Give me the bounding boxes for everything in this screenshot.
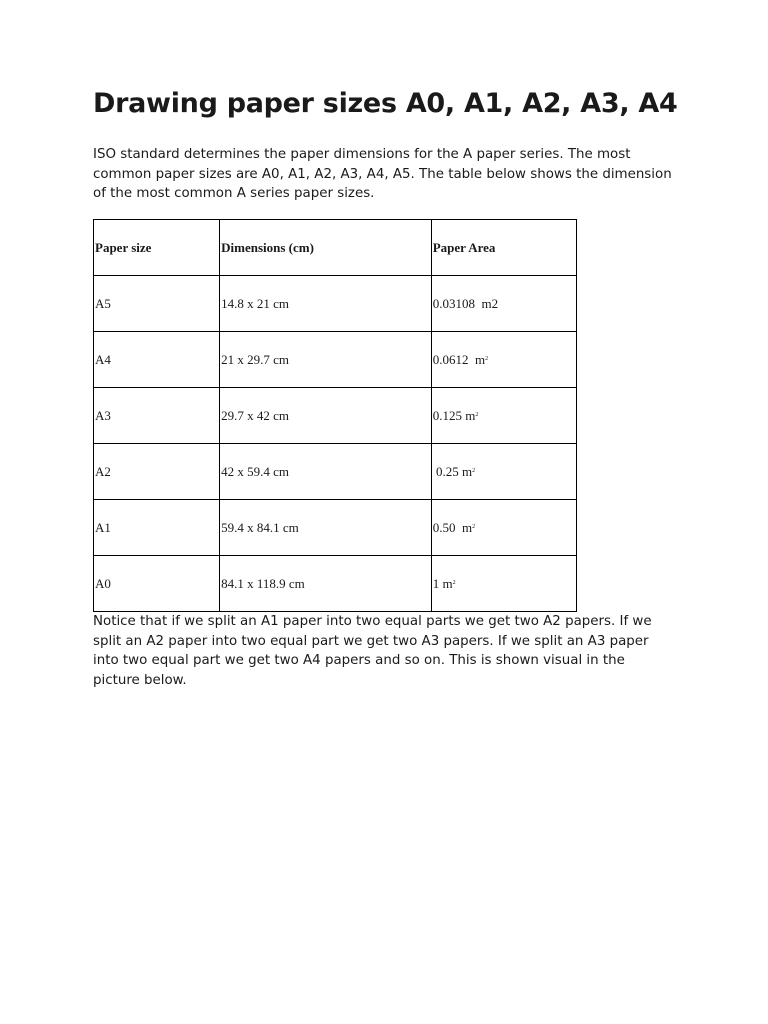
cell-paper-area [431, 332, 576, 388]
area-value: 0.03108 m2 [432, 295, 499, 311]
cell-dimensions: 14.8 x 21 cm [220, 276, 432, 332]
area-value: 0.0612 m [432, 351, 486, 367]
cell-dimensions: 59.4 x 84.1 cm [220, 500, 432, 556]
area-exponent: 2 [472, 523, 476, 530]
cell-paper-area [431, 500, 576, 556]
cell-paper-area [431, 276, 576, 332]
area-exponent: 2 [472, 467, 476, 474]
table-row [94, 388, 577, 444]
cell-paper-area [431, 388, 576, 444]
area-value: 1 m [432, 575, 453, 591]
area-value: 0.50 m [432, 519, 473, 535]
table-row [94, 500, 577, 556]
intro-paragraph: ISO standard determines the paper dimensions for the A paper series. The most common paper sizes are A0, A1, A2, A3, A4, A5. The table below shows the dimension of the most common A series paper sizes. [93, 147, 672, 201]
header-dimensions: Dimensions (cm) [220, 220, 432, 276]
area-exponent: 2 [452, 579, 456, 586]
cell-paper-size: A0 [94, 556, 220, 612]
table-row [94, 332, 577, 388]
cell-paper-size: A2 [94, 444, 220, 500]
document-title: Drawing paper sizes A0, A1, A2, A3, A4 [93, 88, 678, 119]
cell-dimensions: 84.1 x 118.9 cm [220, 556, 432, 612]
cell-paper-area [431, 556, 576, 612]
table-header-row [94, 220, 577, 276]
cell-paper-size: A1 [94, 500, 220, 556]
cell-dimensions: 42 x 59.4 cm [220, 444, 432, 500]
table-row [94, 444, 577, 500]
cell-paper-area [431, 444, 576, 500]
cell-paper-size: A5 [94, 276, 220, 332]
table-row [94, 556, 577, 612]
table-row [94, 276, 577, 332]
cell-dimensions: 29.7 x 42 cm [220, 388, 432, 444]
cell-paper-size: A3 [94, 388, 220, 444]
area-exponent: 2 [475, 411, 479, 418]
cell-dimensions: 21 x 29.7 cm [220, 332, 432, 388]
header-paper-area: Paper Area [431, 220, 576, 276]
area-value: 0.25 m [432, 463, 473, 479]
cell-paper-size: A4 [94, 332, 220, 388]
area-exponent: 2 [485, 355, 489, 362]
area-value: 0.125 m [432, 407, 476, 423]
notice-paragraph: Notice that if we split an A1 paper into two equal parts we get two A2 papers. If we split an A2 paper into two equal part we get two A3 papers. If we split an A3 paper into two equal part we get two A4 papers and so on. This is shown visual in the picture below. [93, 614, 652, 688]
header-paper-size: Paper size [94, 220, 220, 276]
paper-size-table [93, 219, 577, 612]
